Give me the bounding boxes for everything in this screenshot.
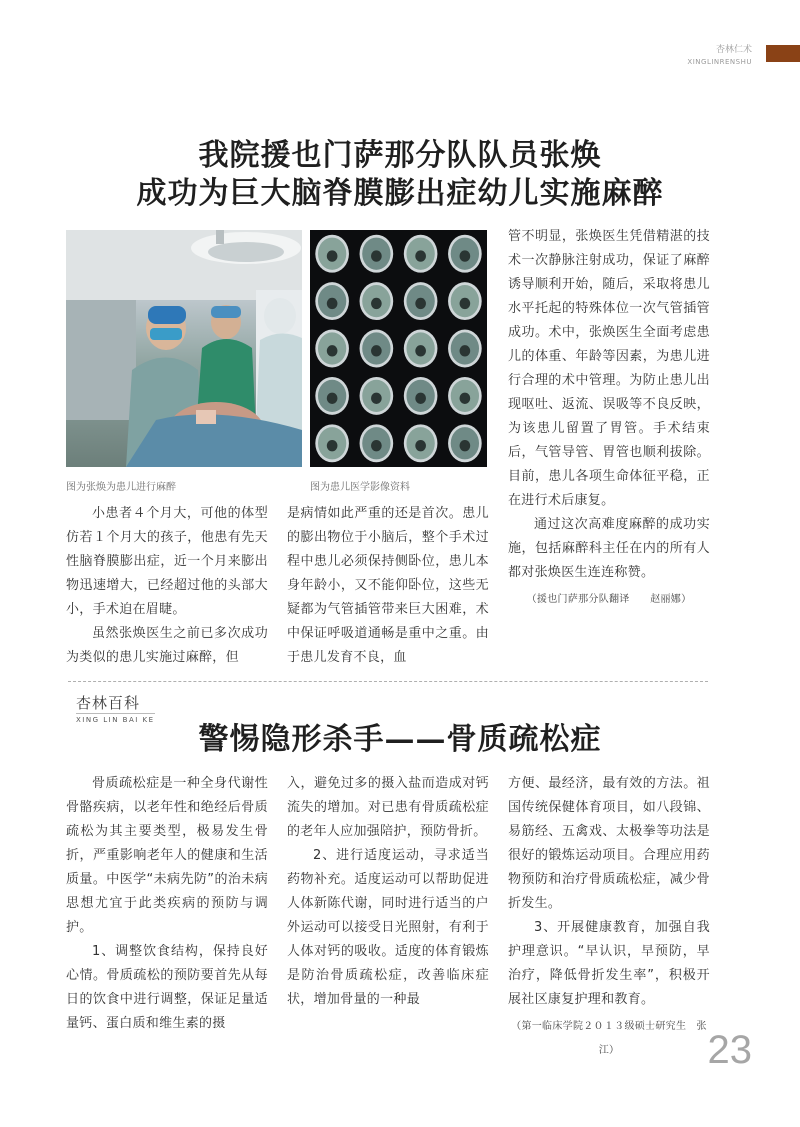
article1-title-line2: 成功为巨大脑脊膜膨出症幼儿实施麻醉 xyxy=(136,176,664,211)
ct-slice-image xyxy=(360,235,394,273)
article2-signature: （第一临床学院２０１３级硕士研究生 张江） xyxy=(511,1021,707,1056)
ct-slice-image xyxy=(315,282,349,320)
ct-slice-image xyxy=(315,377,349,415)
ct-slice-image xyxy=(360,330,394,368)
article1-col2-para1: 是病情如此严重的还是首次。患儿的膨出物位于小脑后，整个手术过程中患儿必须保持侧卧位，患儿本身年龄小，又不能仰卧位，这些无疑都为气管插管带来巨大困难，术中保证呼吸道通畅是重中之重。由于患儿发育不良，血 xyxy=(287,506,489,665)
caption-surgery: 图为张焕为患儿进行麻醉 xyxy=(66,482,176,493)
ct-slice-image xyxy=(448,235,482,273)
running-header-subtitle: XINGLINRENSHU xyxy=(687,58,752,66)
ct-slice-image xyxy=(404,424,438,462)
running-header-title: 杏林仁术 xyxy=(715,45,752,55)
article1-col1-para1: 小患者４个月大，可他的体型仿若１个月大的孩子，他患有先天性脑脊膜膨出症，近一个月来膨出物迅速增大，已经超过他的头部大小，手术迫在眉睫。 xyxy=(66,506,268,617)
caption-ct: 图为患儿医学影像资料 xyxy=(310,482,410,493)
article2-column1 xyxy=(66,772,268,1036)
ct-slice-image xyxy=(404,377,438,415)
article2-column3 xyxy=(508,772,710,1063)
article1-col1-para2: 虽然张焕医生之前已多次成功为类似的患儿实施过麻醉，但 xyxy=(66,626,268,665)
article1-signature: （援也门萨那分队翻译 赵丽娜） xyxy=(526,594,692,605)
ct-slice-image xyxy=(315,424,349,462)
ct-slice-image xyxy=(315,235,349,273)
ct-scan-photo xyxy=(310,230,487,467)
section-label: 杏林百科 xyxy=(76,694,141,712)
page-number: 23 xyxy=(707,1028,752,1072)
article1-title xyxy=(0,137,800,213)
article1-column3 xyxy=(508,225,710,612)
article2-col3-para1: 方便、最经济，最有效的方法。祖国传统保健体育项目，如八段锦、易筋经、五禽戏、太极拳等功法是很好的锻炼运动项目。合理应用药物预防和治疗骨质疏松症，减少骨折发生。 xyxy=(508,776,710,911)
article1-col3-para2: 通过这次高难度麻醉的成功实施，包括麻醉科主任在内的所有人都对张焕医生连连称赞。 xyxy=(508,517,710,580)
ct-slice-image xyxy=(404,330,438,368)
article2-column2 xyxy=(287,772,489,1012)
ct-scan-grid xyxy=(310,230,487,467)
ct-slice-image xyxy=(360,282,394,320)
article2-col1-para2: 1、调整饮食结构，保持良好心情。骨质疏松的预防要首先从每日的饮食中进行调整，保证足量适量钙、蛋白质和维生素的摄 xyxy=(66,944,268,1031)
surgery-photo xyxy=(66,230,302,467)
ct-slice-image xyxy=(448,377,482,415)
ct-slice-image xyxy=(360,377,394,415)
article1-column1 xyxy=(66,502,268,670)
ct-slice-image xyxy=(360,424,394,462)
ct-slice-image xyxy=(448,424,482,462)
article2-title: 警惕隐形杀手——骨质疏松症 xyxy=(198,722,602,757)
ct-slice-image xyxy=(448,330,482,368)
article1-column2 xyxy=(287,502,489,670)
surgery-photo-illustration xyxy=(66,230,302,467)
ct-slice-image xyxy=(404,282,438,320)
article2-col2-para1: 入，避免过多的摄入盐而造成对钙流失的增加。对已患有骨质疏松症的老年人应加强陪护，预防骨折。 xyxy=(287,776,489,839)
article2-col1-para1: 骨质疏松症是一种全身代谢性骨骼疾病，以老年性和绝经后骨质疏松为其主要类型，极易发生骨折，严重影响老年人的健康和生活质量。中医学“未病先防”的治未病思想尤宜于此类疾病的预防与调护。 xyxy=(66,776,268,935)
ct-slice-image xyxy=(448,282,482,320)
article1-col3-para1: 管不明显，张焕医生凭借精湛的技术一次静脉注射成功，保证了麻醉诱导顺利开始，随后，采取将患儿水平托起的特殊体位一次气管插管成功。术中，张焕医生全面考虑患儿的体重、年龄等因素，为患儿进行合理的术中管理。为防止患儿出现呕吐、返流、误吸等不良反映，为该患儿留置了胃管。手术结束后，气管导管、胃管也顺利拔除。目前，患儿各项生命体征平稳，正在进行术后康复。 xyxy=(508,229,710,508)
section-divider xyxy=(68,681,708,682)
article2-col3-para2: 3、开展健康教育，加强自我护理意识。“早认识，早预防，早治疗，降低骨折发生率”，积极开展社区康复护理和教育。 xyxy=(508,920,710,1007)
ct-slice-image xyxy=(404,235,438,273)
article2-col2-para2: 2、进行适度运动，寻求适当药物补充。适度运动可以帮助促进人体新陈代谢，同时进行适当的户外运动可以接受日光照射，有利于人体对钙的吸收。适度的体育锻炼是防治骨质疏松症，改善临床症状，增加骨量的一种最 xyxy=(287,848,489,1007)
header-accent-bar xyxy=(766,45,800,62)
running-header xyxy=(687,44,752,68)
article1-title-line1: 我院援也门萨那分队队员张焕 xyxy=(198,138,602,173)
ct-slice-image xyxy=(315,330,349,368)
section-label-en: XING LIN BAI KE xyxy=(76,713,155,724)
